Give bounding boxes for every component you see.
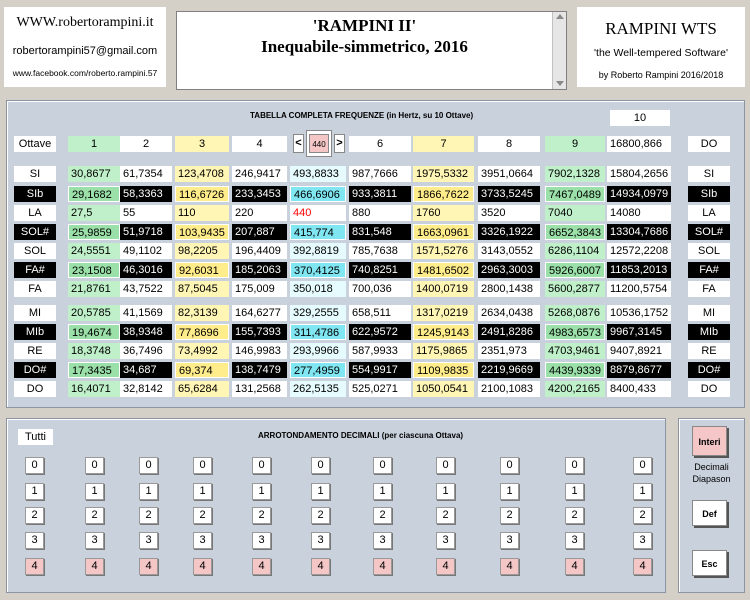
frequency-cell: 23,1508	[68, 262, 120, 278]
round-3-button[interactable]: 3	[500, 532, 519, 549]
row-label: FA#	[14, 262, 56, 278]
round-2-button[interactable]: 2	[436, 507, 455, 524]
round-4-button[interactable]: 4	[633, 558, 652, 575]
round-4-button[interactable]: 4	[500, 558, 519, 575]
frequency-cell: 3143,0552	[478, 243, 540, 259]
frequency-cell: 87,5045	[175, 281, 229, 297]
row-label: MI	[14, 305, 56, 321]
website-text: WWW.robertorampini.it	[16, 15, 154, 30]
frequency-cell: 8400,433	[607, 381, 671, 397]
frequency-cell: 4439,9339	[545, 362, 605, 378]
brand-tagline: 'the Well-tempered Software'	[594, 47, 728, 59]
email-text: robertorampini57@gmail.com	[12, 45, 158, 57]
frequency-cell: 1663,0961	[413, 224, 474, 240]
round-1-button[interactable]: 1	[139, 483, 158, 500]
decimali-caption: Decimali	[694, 462, 729, 472]
frequency-cell: 9407,8921	[607, 343, 671, 359]
round-2-button[interactable]: 2	[193, 507, 212, 524]
round-3-button[interactable]: 3	[311, 532, 330, 549]
row-label-right: RE	[688, 343, 730, 359]
frequency-cell: 554,9917	[349, 362, 411, 378]
row-label-right: DO#	[688, 362, 730, 378]
frequency-cell: 2634,0438	[478, 305, 540, 321]
frequency-cell: 110	[175, 205, 229, 221]
frequency-cell: 32,8142	[120, 381, 172, 397]
frequency-cell: 146,9983	[232, 343, 287, 359]
frequency-cell: 14934,0979	[607, 186, 671, 202]
frequency-cell: 1866,7622	[413, 186, 474, 202]
frequency-cell: 77,8696	[175, 324, 229, 340]
frequency-cell: 36,7496	[120, 343, 172, 359]
frequency-cell: 415,774	[290, 224, 346, 240]
round-1-button[interactable]: 1	[436, 483, 455, 500]
frequency-cell: 1245,9143	[413, 324, 474, 340]
frequency-cell: 6652,3843	[545, 224, 605, 240]
frequency-cell: 293,9966	[290, 343, 346, 359]
frequency-cell: 51,9718	[120, 224, 172, 240]
row-label-right: SI	[688, 166, 730, 182]
title-scrollbar[interactable]	[552, 12, 566, 89]
diapason-prev-button[interactable]: <	[293, 134, 304, 153]
frequency-cell: 3326,1922	[478, 224, 540, 240]
frequency-cell: 65,6284	[175, 381, 229, 397]
octave-header-right: DO	[688, 136, 730, 152]
frequency-cell: 14080	[607, 205, 671, 221]
def-label: Def	[702, 509, 717, 519]
round-1-button[interactable]: 1	[311, 483, 330, 500]
title-line2: Inequabile-simmetrico, 2016	[261, 37, 468, 56]
row-label: DO	[14, 381, 56, 397]
frequency-cell: 6286,1104	[545, 243, 605, 259]
contact-box	[4, 7, 166, 87]
frequency-cell: 1109,9835	[413, 362, 474, 378]
round-0-button[interactable]: 0	[25, 457, 44, 474]
round-3-button[interactable]: 3	[436, 532, 455, 549]
frequency-cell: 49,1102	[120, 243, 172, 259]
frequency-cell: 2351,973	[478, 343, 540, 359]
frequency-cell: 155,7393	[232, 324, 287, 340]
round-0-button[interactable]: 0	[311, 457, 330, 474]
octave-header-3[interactable]: 3	[175, 136, 229, 152]
frequency-cell: 700,036	[349, 281, 411, 297]
round-4-button[interactable]: 4	[436, 558, 455, 575]
round-0-button[interactable]: 0	[633, 457, 652, 474]
round-2-button[interactable]: 2	[373, 507, 392, 524]
row-label: SOL#	[14, 224, 56, 240]
frequency-cell: 82,3139	[175, 305, 229, 321]
round-4-button[interactable]: 4	[373, 558, 392, 575]
frequency-cell: 38,9348	[120, 324, 172, 340]
round-4-button[interactable]: 4	[252, 558, 271, 575]
frequency-cell: 1760	[413, 205, 474, 221]
frequency-cell: 16,4071	[68, 381, 120, 397]
row-label-right: SIb	[688, 186, 730, 202]
frequency-cell: 880	[349, 205, 411, 221]
row-label: FA	[14, 281, 56, 297]
frequency-cell: 4703,9461	[545, 343, 605, 359]
frequency-cell: 493,8833	[290, 166, 346, 182]
round-0-button[interactable]: 0	[373, 457, 392, 474]
frequency-cell: 2100,1083	[478, 381, 540, 397]
frequency-cell: 19,4674	[68, 324, 120, 340]
frequency-cell: 69,374	[175, 362, 229, 378]
frequency-cell: 13304,7686	[607, 224, 671, 240]
frequency-cell: 246,9417	[232, 166, 287, 182]
frequency-cell: 12572,2208	[607, 243, 671, 259]
round-3-button[interactable]: 3	[193, 532, 212, 549]
round-1-button[interactable]: 1	[633, 483, 652, 500]
frequency-cell: 21,8761	[68, 281, 120, 297]
round-2-button[interactable]: 2	[139, 507, 158, 524]
round-0-button[interactable]: 0	[139, 457, 158, 474]
row-label: SI	[14, 166, 56, 182]
round-0-button[interactable]: 0	[436, 457, 455, 474]
round-1-button[interactable]: 1	[193, 483, 212, 500]
round-1-button[interactable]: 1	[85, 483, 104, 500]
octaves-count-field[interactable]: 10	[610, 110, 670, 126]
frequency-cell: 46,3016	[120, 262, 172, 278]
round-0-button[interactable]: 0	[193, 457, 212, 474]
round-0-button[interactable]: 0	[500, 457, 519, 474]
round-1-button[interactable]: 1	[565, 483, 584, 500]
frequency-cell: 4983,6573	[545, 324, 605, 340]
octave-header-7[interactable]: 7	[413, 136, 474, 152]
frequency-cell: 4200,2165	[545, 381, 605, 397]
frequency-cell: 207,887	[232, 224, 287, 240]
frequency-cell: 1975,5332	[413, 166, 474, 182]
row-label: LA	[14, 205, 56, 221]
frequency-cell: 29,1682	[68, 186, 120, 202]
row-label-right: FA	[688, 281, 730, 297]
round-2-button[interactable]: 2	[565, 507, 584, 524]
octave-header-1[interactable]: 1	[68, 136, 120, 152]
frequency-cell: 1175,9865	[413, 343, 474, 359]
diapason-value: 440	[309, 134, 329, 153]
octave-header-4[interactable]: 4	[232, 136, 287, 152]
row-label-right: LA	[688, 205, 730, 221]
round-4-button[interactable]: 4	[25, 558, 44, 575]
round-3-button[interactable]: 3	[633, 532, 652, 549]
frequency-cell: 24,5551	[68, 243, 120, 259]
frequency-cell: 25,9859	[68, 224, 120, 240]
row-label: SOL	[14, 243, 56, 259]
frequency-cell: 3520	[478, 205, 540, 221]
frequency-cell: 1317,0219	[413, 305, 474, 321]
round-1-button[interactable]: 1	[252, 483, 271, 500]
frequency-cell: 27,5	[68, 205, 120, 221]
frequency-cell: 18,3748	[68, 343, 120, 359]
frequency-cell: 740,8251	[349, 262, 411, 278]
title-line1: 'RAMPINI II'	[312, 16, 417, 35]
frequency-cell: 103,9435	[175, 224, 229, 240]
round-2-button[interactable]: 2	[633, 507, 652, 524]
frequency-cell: 9967,3145	[607, 324, 671, 340]
frequency-cell: 7902,1328	[545, 166, 605, 182]
frequency-cell: 277,4959	[290, 362, 346, 378]
frequency-cell: 525,0271	[349, 381, 411, 397]
frequency-cell: 440	[290, 205, 346, 221]
frequency-cell: 30,8677	[68, 166, 120, 182]
octave-header-2[interactable]: 2	[120, 136, 172, 152]
interi-label: Interi	[698, 437, 721, 447]
round-2-button[interactable]: 2	[25, 507, 44, 524]
scroll-down-icon[interactable]	[556, 81, 564, 86]
frequency-cell: 5926,6007	[545, 262, 605, 278]
brand-box	[577, 7, 745, 87]
row-label: RE	[14, 343, 56, 359]
frequency-cell: 185,2063	[232, 262, 287, 278]
frequency-cell: 175,009	[232, 281, 287, 297]
row-label-right: SOL#	[688, 224, 730, 240]
frequency-cell: 262,5135	[290, 381, 346, 397]
octave-header-8[interactable]: 8	[478, 136, 540, 152]
facebook-text: www.facebook.com/roberto.rampini.57	[12, 68, 158, 78]
frequency-cell: 3951,0664	[478, 166, 540, 182]
round-4-button[interactable]: 4	[139, 558, 158, 575]
tutti-button[interactable]: Tutti	[18, 429, 53, 445]
row-label: MIb	[14, 324, 56, 340]
frequency-cell: 933,3811	[349, 186, 411, 202]
octave-header-label: Ottave	[14, 136, 56, 152]
brand-name: RAMPINI WTS	[605, 19, 717, 38]
frequency-cell: 987,7666	[349, 166, 411, 182]
frequency-cell: 73,4992	[175, 343, 229, 359]
diapason-button[interactable]	[306, 130, 332, 157]
frequency-cell: 220	[232, 205, 287, 221]
diapason-caption: Diapason	[692, 474, 731, 484]
esc-label: Esc	[701, 559, 718, 569]
round-4-button[interactable]: 4	[565, 558, 584, 575]
round-4-button[interactable]: 4	[85, 558, 104, 575]
table-heading: TABELLA COMPLETA FREQUENZE (in Hertz, su 10 Ottave)	[250, 111, 474, 120]
row-label: DO#	[14, 362, 56, 378]
frequency-cell: 1400,0719	[413, 281, 474, 297]
frequency-cell: 10536,1752	[607, 305, 671, 321]
frequency-cell: 350,018	[290, 281, 346, 297]
frequency-cell: 311,4786	[290, 324, 346, 340]
frequency-cell: 3733,5245	[478, 186, 540, 202]
frequency-cell: 370,4125	[290, 262, 346, 278]
frequency-cell: 1481,6502	[413, 262, 474, 278]
frequency-cell: 41,1569	[120, 305, 172, 321]
frequency-cell: 43,7522	[120, 281, 172, 297]
frequency-cell: 466,6906	[290, 186, 346, 202]
frequency-cell: 17,3435	[68, 362, 120, 378]
frequency-cell: 92,6031	[175, 262, 229, 278]
frequency-cell: 196,4409	[232, 243, 287, 259]
title-box	[176, 11, 567, 90]
def-button[interactable]	[692, 500, 727, 526]
frequency-cell: 11200,5754	[607, 281, 671, 297]
frequency-cell: 658,511	[349, 305, 411, 321]
octave-header-9[interactable]: 9	[545, 136, 605, 152]
frequency-cell: 2800,1438	[478, 281, 540, 297]
round-4-button[interactable]: 4	[193, 558, 212, 575]
frequency-cell: 1050,0541	[413, 381, 474, 397]
round-0-button[interactable]: 0	[85, 457, 104, 474]
row-label-right: SOL	[688, 243, 730, 259]
frequency-cell: 61,7354	[120, 166, 172, 182]
frequency-cell: 7467,0489	[545, 186, 605, 202]
row-label-right: FA#	[688, 262, 730, 278]
round-4-button[interactable]: 4	[311, 558, 330, 575]
frequency-cell: 20,5785	[68, 305, 120, 321]
round-1-button[interactable]: 1	[25, 483, 44, 500]
frequency-cell: 1571,5276	[413, 243, 474, 259]
round-3-button[interactable]: 3	[139, 532, 158, 549]
interi-button[interactable]	[692, 426, 727, 456]
frequency-cell: 55	[120, 205, 172, 221]
round-3-button[interactable]: 3	[565, 532, 584, 549]
round-1-button[interactable]: 1	[500, 483, 519, 500]
round-3-button[interactable]: 3	[373, 532, 392, 549]
frequency-cell: 2963,3003	[478, 262, 540, 278]
round-3-button[interactable]: 3	[252, 532, 271, 549]
frequency-cell: 2219,9669	[478, 362, 540, 378]
frequency-cell: 15804,2656	[607, 166, 671, 182]
frequency-cell: 138,7479	[232, 362, 287, 378]
row-label-right: DO	[688, 381, 730, 397]
frequency-cell: 123,4708	[175, 166, 229, 182]
frequency-cell: 233,3453	[232, 186, 287, 202]
frequency-cell: 785,7638	[349, 243, 411, 259]
frequency-cell: 622,9572	[349, 324, 411, 340]
frequency-cell: 131,2568	[232, 381, 287, 397]
frequency-cell: 116,6726	[175, 186, 229, 202]
frequency-cell: 164,6277	[232, 305, 287, 321]
brand-byline: by Roberto Rampini 2016/2018	[598, 70, 724, 80]
diapason-next-button[interactable]: >	[334, 134, 345, 153]
octave-header-6[interactable]: 6	[349, 136, 411, 152]
frequency-cell: 58,3363	[120, 186, 172, 202]
row-label-right: MI	[688, 305, 730, 321]
rounding-heading: ARROTONDAMENTO DECIMALI (per ciascuna Ottava)	[258, 431, 464, 440]
round-0-button[interactable]: 0	[565, 457, 584, 474]
frequency-cell: 2491,8286	[478, 324, 540, 340]
round-3-button[interactable]: 3	[85, 532, 104, 549]
round-1-button[interactable]: 1	[373, 483, 392, 500]
octave-header-max: 16800,866	[607, 136, 671, 152]
frequency-cell: 11853,2013	[607, 262, 671, 278]
esc-button[interactable]	[692, 550, 727, 576]
row-label: SIb	[14, 186, 56, 202]
frequency-cell: 587,9933	[349, 343, 411, 359]
round-2-button[interactable]: 2	[252, 507, 271, 524]
round-2-button[interactable]: 2	[311, 507, 330, 524]
frequency-cell: 7040	[545, 205, 605, 221]
frequency-cell: 5268,0876	[545, 305, 605, 321]
frequency-cell: 329,2555	[290, 305, 346, 321]
round-3-button[interactable]: 3	[25, 532, 44, 549]
frequency-cell: 98,2205	[175, 243, 229, 259]
round-2-button[interactable]: 2	[500, 507, 519, 524]
scroll-up-icon[interactable]	[556, 14, 564, 19]
round-0-button[interactable]: 0	[252, 457, 271, 474]
row-label-right: MIb	[688, 324, 730, 340]
frequency-cell: 5600,2877	[545, 281, 605, 297]
frequency-cell: 831,548	[349, 224, 411, 240]
round-2-button[interactable]: 2	[85, 507, 104, 524]
frequency-cell: 392,8819	[290, 243, 346, 259]
frequency-cell: 34,687	[120, 362, 172, 378]
frequency-cell: 8879,8677	[607, 362, 671, 378]
